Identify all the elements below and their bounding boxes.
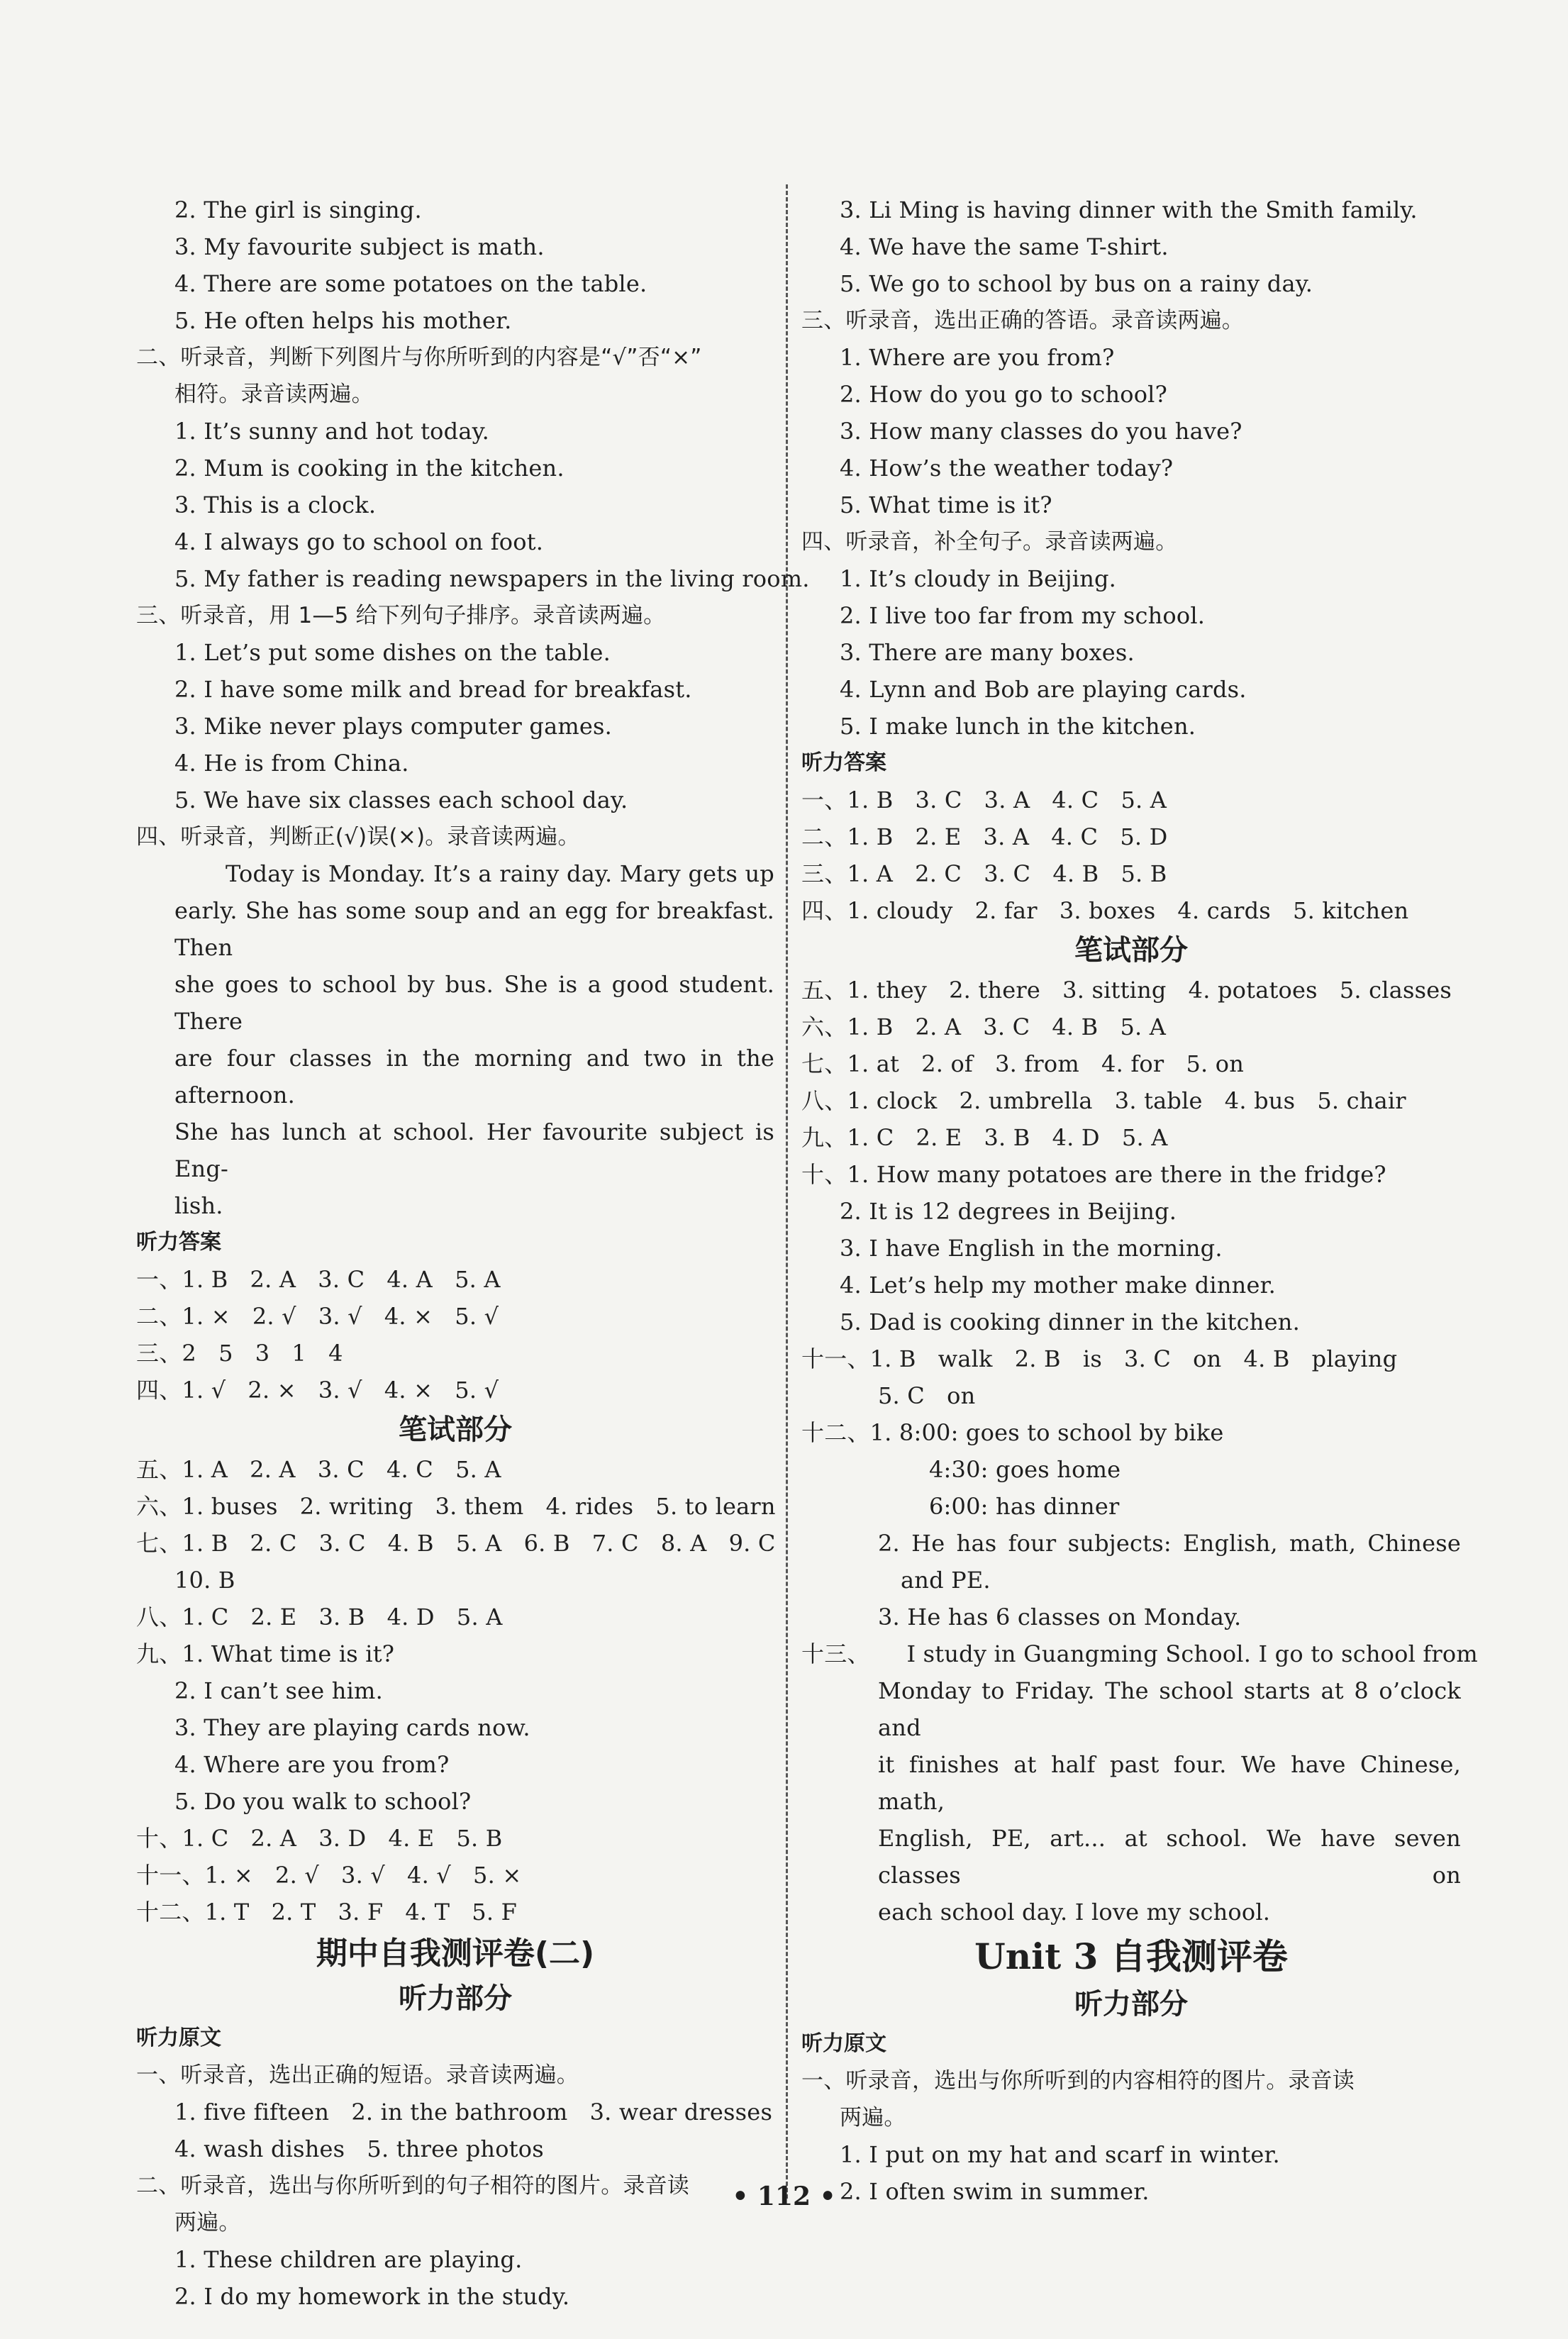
answer-line: 十二、1. T 2. T 3. F 4. T 5. F bbox=[136, 1899, 518, 1926]
answer-line: 六、1. B 2. A 3. C 4. B 5. A bbox=[801, 1013, 1167, 1040]
answer-line: and PE. bbox=[901, 1567, 991, 1594]
section-heading: 四、听录音，判断正(√)误(×)。录音读两遍。 bbox=[136, 824, 580, 850]
text-line: 4. He is from China. bbox=[174, 750, 409, 777]
section-heading: 三、听录音，用 1—5 给下列句子排序。录音读两遍。 bbox=[136, 603, 666, 628]
text-line: 1. These children are playing. bbox=[174, 2246, 523, 2273]
answer-line: 一、1. B 2. A 3. C 4. A 5. A bbox=[136, 1266, 501, 1293]
answer-line: 一、1. B 3. C 3. A 4. C 5. A bbox=[801, 787, 1167, 813]
answers-label: 听力答案 bbox=[801, 750, 886, 775]
text-line: 4. I always go to school on foot. bbox=[174, 528, 544, 555]
text-line: 2. Mum is cooking in the kitchen. bbox=[174, 455, 565, 482]
unit-title-cjk: 自我测评卷 bbox=[1098, 1936, 1288, 1977]
text-line: 3. My favourite subject is math. bbox=[174, 233, 545, 260]
answer-line: 十二、1. 8:00: goes to school by bike bbox=[801, 1419, 1224, 1446]
text-line: 1. It’s sunny and hot today. bbox=[174, 418, 490, 445]
answer-line: 九、1. C 2. E 3. B 4. D 5. A bbox=[801, 1124, 1168, 1151]
answer-line: 4:30: goes home bbox=[929, 1456, 1121, 1483]
answer-line: 3. They are playing cards now. bbox=[174, 1714, 530, 1741]
answer-line: 三、2 5 3 1 4 bbox=[136, 1340, 343, 1367]
text-line: 1. I put on my hat and scarf in winter. bbox=[840, 2141, 1280, 2168]
text-line: 2. The girl is singing. bbox=[174, 196, 422, 223]
essay-line: each school day. I love my school. bbox=[878, 1899, 1271, 1926]
transcript-label: 听力原文 bbox=[801, 2031, 886, 2056]
answer-line: 2. He has four subjects: English, math, Chinese bbox=[878, 1530, 1461, 1557]
page-number: • 112 • bbox=[732, 2182, 836, 2211]
answer-line: 十一、1. B walk 2. B is 3. C on 4. B playing bbox=[801, 1345, 1398, 1372]
passage-line: Today is Monday. It’s a rainy day. Mary gets up bbox=[226, 860, 774, 887]
section-heading: 一、听录音，选出正确的短语。录音读两遍。 bbox=[136, 2062, 579, 2088]
answer-line: 三、1. A 2. C 3. C 4. B 5. B bbox=[801, 860, 1167, 887]
answer-line: 十、1. C 2. A 3. D 4. E 5. B bbox=[136, 1825, 503, 1852]
answer-line: 四、1. cloudy 2. far 3. boxes 4. cards 5. kitchen bbox=[801, 897, 1409, 924]
section-heading: 四、听录音，补全句子。录音读两遍。 bbox=[801, 529, 1178, 555]
essay-line: it finishes at half past four. We have Chinese, math, bbox=[878, 1751, 1461, 1815]
text-line: 4. We have the same T-shirt. bbox=[840, 233, 1169, 260]
answer-line: 5. Dad is cooking dinner in the kitchen. bbox=[840, 1309, 1300, 1335]
passage-line: early. She has some soup and an egg for breakfast. Then bbox=[174, 897, 774, 961]
answers-label: 听力答案 bbox=[136, 1230, 221, 1255]
answer-line: 十、1. How many potatoes are there in the fridge? bbox=[801, 1161, 1386, 1188]
text-line: 1. Where are you from? bbox=[840, 344, 1115, 371]
answer-line: 2. I can’t see him. bbox=[174, 1677, 383, 1704]
right-column bbox=[801, 191, 1478, 2210]
answer-line: 4. Where are you from? bbox=[174, 1751, 450, 1778]
transcript-label: 听力原文 bbox=[136, 2026, 221, 2050]
section-heading: 一、听录音，选出与你所听到的内容相符的图片。录音读 bbox=[801, 2068, 1355, 2094]
text-line: 2. I have some milk and bread for breakfast. bbox=[174, 676, 692, 703]
essay-line: Monday to Friday. The school starts at 8 o’clock and bbox=[878, 1677, 1461, 1741]
text-line: 2. I live too far from my school. bbox=[840, 602, 1206, 629]
section-heading: 三、听录音，选出正确的答语。录音读两遍。 bbox=[801, 308, 1244, 333]
answer-line: 十一、1. × 2. √ 3. √ 4. √ 5. × bbox=[136, 1862, 522, 1889]
section-heading-cont: 两遍。 bbox=[174, 2210, 241, 2235]
answer-line: 二、1. B 2. E 3. A 4. C 5. D bbox=[801, 823, 1168, 850]
answer-line: 五、1. A 2. A 3. C 4. C 5. A bbox=[136, 1456, 501, 1483]
answer-line: 八、1. C 2. E 3. B 4. D 5. A bbox=[136, 1604, 503, 1630]
section-heading-cont: 两遍。 bbox=[840, 2105, 906, 2130]
text-line: 1. five fifteen 2. in the bathroom 3. wear dresses bbox=[174, 2099, 773, 2126]
text-line: 5. I make lunch in the kitchen. bbox=[840, 713, 1196, 740]
answer-line: 6:00: has dinner bbox=[929, 1493, 1120, 1520]
listening-heading: 听力部分 bbox=[399, 1982, 512, 2015]
essay-line: English, PE, art... at school. We have seven classes on bbox=[878, 1825, 1461, 1889]
text-line: 1. It’s cloudy in Beijing. bbox=[840, 565, 1117, 592]
text-line: 4. How’s the weather today? bbox=[840, 455, 1174, 482]
passage-line: are four classes in the morning and two in the afternoon. bbox=[174, 1045, 774, 1109]
unit-title bbox=[801, 1930, 1461, 1983]
text-line: 5. What time is it? bbox=[840, 491, 1052, 518]
answer-line: 四、1. √ 2. × 3. √ 4. × 5. √ bbox=[136, 1377, 499, 1404]
answer-line: 九、1. What time is it? bbox=[136, 1640, 395, 1667]
text-line: 5. We go to school by bus on a rainy day. bbox=[840, 270, 1313, 297]
section-heading: 二、听录音，判断下列图片与你所听到的内容是“√”否“×” bbox=[136, 345, 702, 370]
text-line: 2. How do you go to school? bbox=[840, 381, 1167, 408]
text-line: 4. There are some potatoes on the table. bbox=[174, 270, 647, 297]
text-line: 3. This is a clock. bbox=[174, 491, 377, 518]
answer-line: 3. He has 6 classes on Monday. bbox=[878, 1604, 1242, 1630]
text-line: 2. I do my homework in the study. bbox=[174, 2283, 570, 2310]
text-line: 5. We have six classes each school day. bbox=[174, 787, 628, 813]
column-divider bbox=[786, 184, 788, 2199]
answer-line: 5. Do you walk to school? bbox=[174, 1788, 472, 1815]
answer-line: 六、1. buses 2. writing 3. them 4. rides 5. to learn bbox=[136, 1493, 776, 1520]
section-heading: 二、听录音，选出与你所听到的句子相符的图片。录音读 bbox=[136, 2173, 689, 2199]
text-line: 3. There are many boxes. bbox=[840, 639, 1135, 666]
listening-heading: 听力部分 bbox=[1074, 1988, 1188, 2021]
answer-line: 七、1. at 2. of 3. from 4. for 5. on bbox=[801, 1050, 1245, 1077]
passage-line: lish. bbox=[174, 1192, 223, 1219]
answer-line: 七、1. B 2. C 3. C 4. B 5. A 6. B 7. C 8. A 9. C bbox=[136, 1530, 776, 1557]
text-line: 1. Let’s put some dishes on the table. bbox=[174, 639, 611, 666]
answer-line: 五、1. they 2. there 3. sitting 4. potatoes 5. classes bbox=[801, 977, 1452, 1004]
text-line: 4. Lynn and Bob are playing cards. bbox=[840, 676, 1247, 703]
answer-line: 2. It is 12 degrees in Beijing. bbox=[840, 1198, 1177, 1225]
written-heading: 笔试部分 bbox=[1074, 934, 1188, 967]
text-line: 3. Li Ming is having dinner with the Smith family. bbox=[840, 196, 1418, 223]
answer-line: 10. B bbox=[174, 1567, 235, 1594]
answer-line: 4. Let’s help my mother make dinner. bbox=[840, 1272, 1276, 1299]
text-line: 3. How many classes do you have? bbox=[840, 418, 1242, 445]
answer-line: 二、1. × 2. √ 3. √ 4. × 5. √ bbox=[136, 1303, 499, 1330]
answer-line: 八、1. clock 2. umbrella 3. table 4. bus 5. chair bbox=[801, 1087, 1406, 1114]
text-line: 3. Mike never plays computer games. bbox=[174, 713, 613, 740]
written-heading: 笔试部分 bbox=[399, 1413, 512, 1446]
text-line: 4. wash dishes 5. three photos bbox=[174, 2135, 544, 2162]
answer-line: 5. C on bbox=[878, 1382, 976, 1409]
essay-line: 十三、 I study in Guangming School. I go to school from bbox=[801, 1640, 1478, 1667]
section-heading-cont: 相符。录音读两遍。 bbox=[174, 382, 374, 407]
text-line: 2. I often swim in summer. bbox=[840, 2178, 1150, 2205]
passage-line: she goes to school by bus. She is a good student. There bbox=[174, 971, 774, 1035]
text-line: 5. He often helps his mother. bbox=[174, 307, 512, 334]
answer-line: 3. I have English in the morning. bbox=[840, 1235, 1223, 1262]
text-line: 5. My father is reading newspapers in the living room. bbox=[174, 565, 810, 592]
test-title: 期中自我测评卷(二) bbox=[316, 1935, 595, 1972]
passage-line: She has lunch at school. Her favourite subject is Eng- bbox=[174, 1118, 774, 1182]
unit-title-latin: Unit 3 bbox=[974, 1935, 1099, 1977]
